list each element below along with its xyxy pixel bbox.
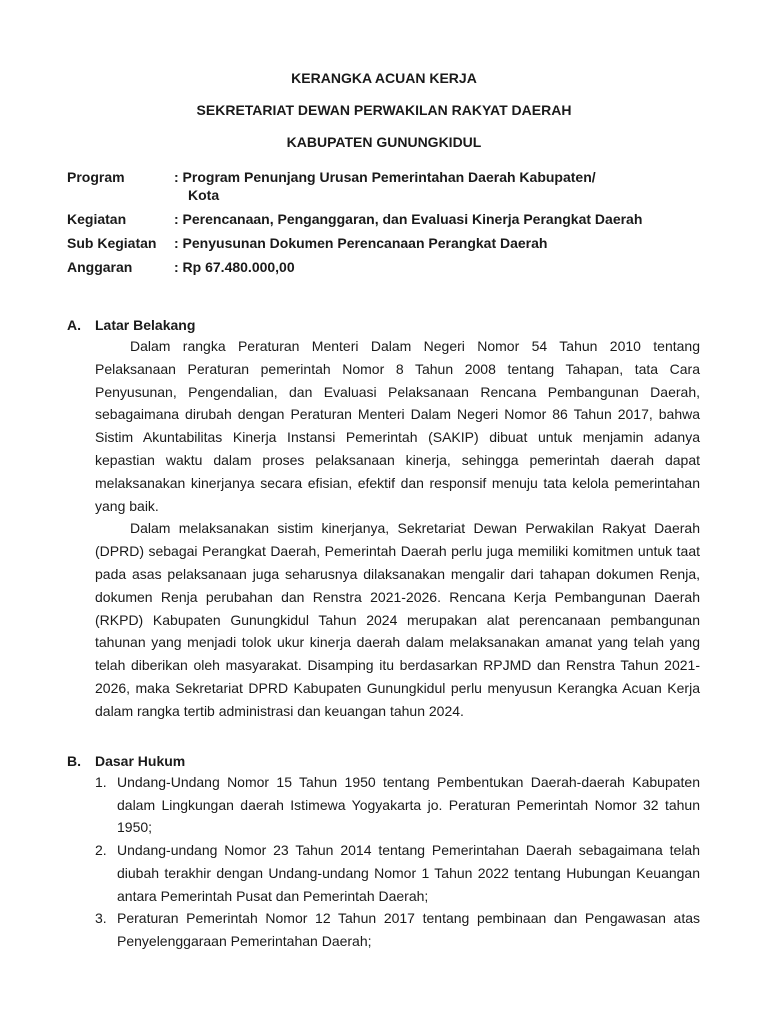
list-item — [95, 839, 700, 907]
list-number: 3. — [95, 910, 107, 927]
title-line-2: SEKRETARIAT DEWAN PERWAKILAN RAKYAT DAERAH — [196, 102, 572, 118]
section-title: Dasar Hukum — [95, 753, 186, 769]
paragraph: Dalam rangka Peraturan Menteri Dalam Negeri Nomor 54 Tahun 2010 tentang Pelaksanaan Peraturan pemerintah Nomor 8 Tahun 2008 tentang Tahapan, tata Cara Penyusunan, Pengendalian, dan Evaluasi Pelaksanaan Rencana Pembangunan Daerah, sebagaimana dirubah dengan Peraturan Menteri Dalam Negeri Nomor 86 Tahun 2017, bahwa Sistim Akuntabilitas Kinerja Instansi Pemerintah (SAKIP) dibuat untuk menjamin adanya kepastian waktu dalam proses pelaksanaan kinerja, sehingga pemerintah daerah dapat melaksanakan kinerjanya secara efisian, efektif dan responsif menuju tata kelola pemerintahan yang baik. — [95, 338, 700, 514]
meta-value: : Rp 67.480.000,00 — [174, 259, 295, 275]
meta-row-kegiatan — [67, 210, 707, 228]
meta-value-continuation: Kota — [188, 187, 220, 203]
meta-row-anggaran — [67, 258, 707, 276]
list-text: Undang-Undang Nomor 15 Tahun 1950 tentang Pembentukan Daerah-daerah Kabupaten dalam Lingkungan daerah Istimewa Yogyakarta jo. Peraturan Pemerintah Nomor 32 tahun 1950; — [117, 774, 700, 836]
meta-value: : Program Penunjang Urusan Pemerintahan Daerah Kabupaten/ — [174, 169, 596, 185]
title-line-3: KABUPATEN GUNUNGKIDUL — [286, 134, 482, 150]
section-heading — [67, 315, 700, 335]
meta-label: Kegiatan — [67, 211, 127, 227]
list-number: 1. — [95, 774, 107, 790]
list-text: Peraturan Pemerintah Nomor 12 Tahun 2017 tentang pembinaan dan Pengawasan atas Penyelenggaraan Pemerintahan Daerah; — [117, 910, 700, 949]
meta-row-program — [67, 168, 707, 204]
list-item — [95, 907, 700, 952]
list-item — [95, 771, 700, 839]
section-dasar-hukum — [67, 751, 700, 953]
meta-label: Anggaran — [67, 259, 133, 275]
meta-table — [67, 168, 707, 282]
section-letter: B. — [67, 753, 81, 769]
list-number: 2. — [95, 842, 107, 859]
meta-value: : Penyusunan Dokumen Perencanaan Perangkat Daerah — [174, 235, 548, 251]
section-title: Latar Belakang — [95, 317, 196, 333]
section-letter: A. — [67, 317, 81, 333]
meta-label: Sub Kegiatan — [67, 235, 157, 251]
legal-basis-list — [95, 771, 700, 953]
meta-label: Program — [67, 169, 125, 185]
paragraph: Dalam melaksanakan sistim kinerjanya, Sekretariat Dewan Perwakilan Rakyat Daerah (DPRD) sebagai Perangkat Daerah, Pemerintah Daerah perlu juga memiliki komitmen untuk taat pada asas pelaksanaan juga seharusnya dilaksanakan mengalir dari tahapan dokumen Renja, dokumen Renja perubahan dan Renstra 2021-2026. Rencana Kerja Pembangunan Daerah (RKPD) Kabupaten Gunungkidul Tahun 2024 merupakan alat perencanaan pembangunan tahunan yang menjadi tolok ukur kinerja daerah dalam melaksanakan amanat yang telah yang telah diberikan oleh masyarakat. Disamping itu berdasarkan RPJMD dan Renstra Tahun 2021-2026, maka Sekretariat DPRD Kabupaten Gunungkidul perlu menyusun Kerangka Acuan Kerja dalam rangka tertib administrasi dan keuangan tahun 2024. — [95, 520, 700, 719]
section-latar-belakang — [67, 315, 700, 723]
meta-value: : Perencanaan, Penganggaran, dan Evaluasi Kinerja Perangkat Daerah — [174, 211, 643, 227]
meta-row-sub-kegiatan — [67, 234, 707, 252]
list-text: Undang-undang Nomor 23 Tahun 2014 tentang Pemerintahan Daerah sebagaimana telah diubah terakhir dengan Undang-undang Nomor 1 Tahun 2022 tentang Hubungan Keuangan antara Pemerintah Pusat dan Pemerintah Daerah; — [117, 842, 700, 904]
document-title — [0, 68, 768, 164]
title-line-1: KERANGKA ACUAN KERJA — [291, 70, 477, 86]
section-heading — [67, 751, 700, 771]
